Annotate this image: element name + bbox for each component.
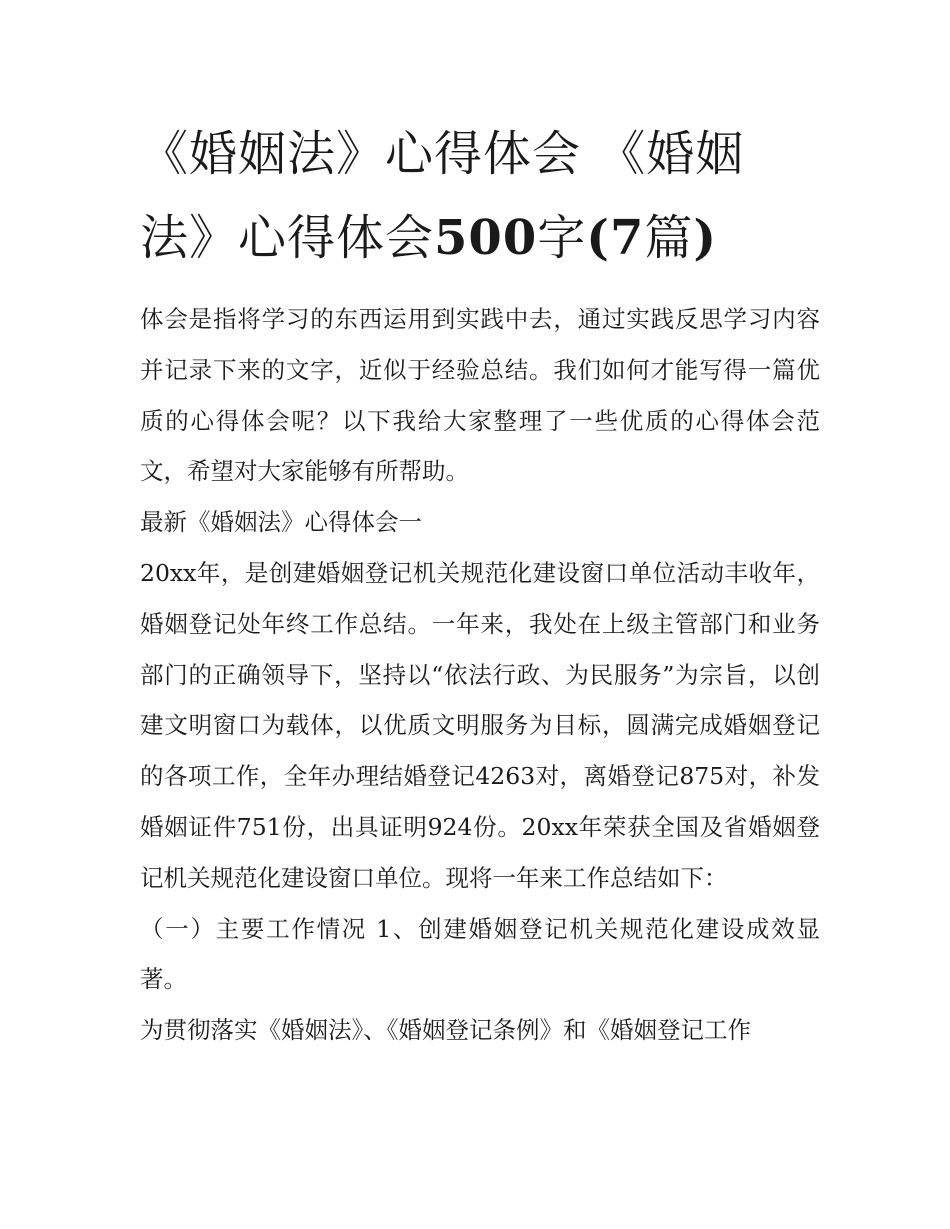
title-number: 500 [434,210,538,266]
document-page [140,112,820,1056]
intro-paragraph: 体会是指将学习的东西运用到实践中去，通过实践反思学习内容并记录下来的文字，近似于经验总结。我们如何才能写得一篇优质的心得体会呢？以下我给大家整理了一些优质的心得体会范文，希望对大家能够有所帮助。 [140,305,820,486]
document-title [140,112,780,280]
subsection-heading: （一）主要工作情况 1、创建婚姻登记机关规范化建设成效显著。 [140,914,820,994]
section-heading: 最新《婚姻法》心得体会一 [140,508,422,537]
last-paragraph: 为贯彻落实《婚姻法》、《婚姻登记条例》和《婚姻登记工作 [140,1016,751,1045]
title-text: 《婚姻法》心得体会 《婚姻法》心得体会 [140,126,745,266]
title-unit: 字 [537,210,587,266]
title-close-paren: ) [693,210,718,266]
title-count: (7 [586,210,645,266]
body-paragraph: 20xx年，是创建婚姻登记机关规范化建设窗口单位活动丰收年，婚姻登记处年终工作总结。一年来，我处在上级主管部门和业务部门的正确领导下，坚持以“依法行政、为民服务”为宗旨，以创建文明窗口为载体，以优质文明服务为目标，圆满完成婚姻登记的各项工作，全年办理结婚登记4263对，离婚登记875对，补发婚姻证件751份，出具证明924份。20xx年荣获全国及省婚姻登记机关规范化建设窗口单位。现将一年来工作总结如下： [140,558,820,892]
title-suffix: 篇 [644,210,694,266]
